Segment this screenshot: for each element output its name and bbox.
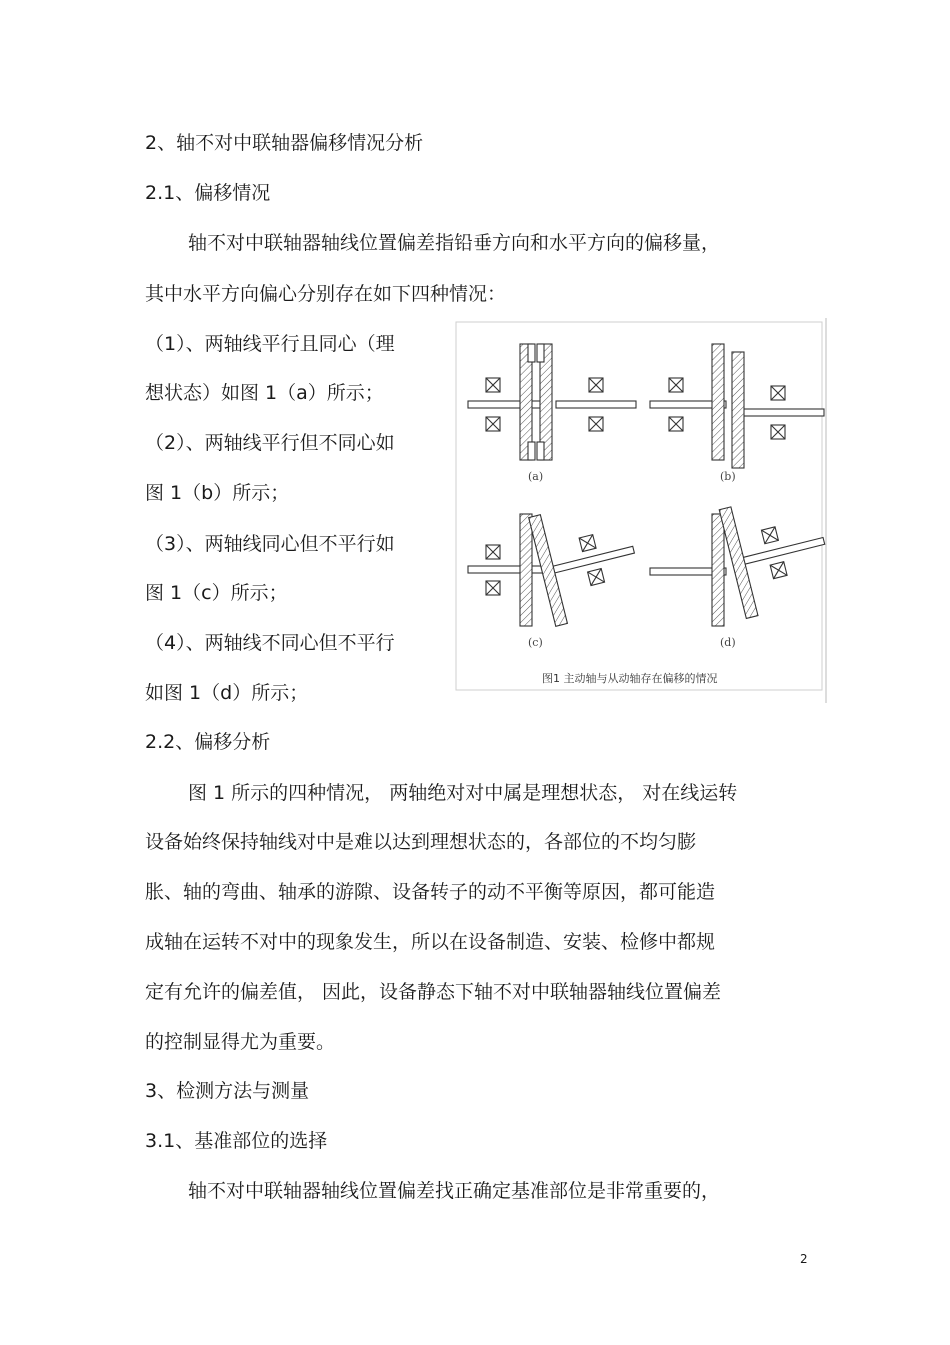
paragraph-line: 轴不对中联轴器轴线位置偏差找正确定基准部位是非常重要的， (188, 1180, 721, 1202)
paragraph-line: 轴不对中联轴器轴线位置偏差指铅垂方向和水平方向的偏移量， (188, 232, 721, 254)
paragraph-line: 图 1 所示的四种情况， 两轴绝对对中属是理想状态， 对在线运转 (188, 782, 738, 804)
label-a: (a) (528, 470, 544, 483)
paragraph-line: 定有允许的偏差值， 因此，设备静态下轴不对中联轴器轴线位置偏差 (145, 981, 722, 1003)
paragraph-line: 设备始终保持轴线对中是难以达到理想状态的，各部位的不均匀膨 (145, 831, 697, 853)
case-1-line: （1）、两轴线平行且同心（理 (145, 333, 395, 355)
paragraph-line: 胀、轴的弯曲、轴承的游隙、设备转子的动不平衡等原因，都可能造 (145, 881, 716, 903)
diagram-c (468, 495, 647, 626)
case-4-line: 如图 1（d）所示； (145, 682, 309, 704)
section-3-heading: 3、检测方法与测量 (145, 1080, 310, 1102)
case-1-line: 想状态）如图 1（a）所示； (145, 382, 384, 404)
figure-1-coupling-offsets (450, 318, 828, 703)
label-b: (b) (720, 470, 736, 483)
case-4-line: （4）、两轴线不同心但不平行 (145, 632, 395, 654)
diagram-d (650, 487, 828, 626)
case-3-line: 图 1（c）所示； (145, 582, 288, 604)
paragraph-line: 其中水平方向偏心分别存在如下四种情况： (145, 283, 507, 305)
label-d: (d) (720, 636, 736, 649)
case-2-line: （2）、两轴线平行但不同心如 (145, 432, 395, 454)
diagram-a (468, 344, 636, 460)
section-2-heading: 2、轴不对中联轴器偏移情况分析 (145, 132, 424, 154)
case-3-line: （3）、两轴线同心但不平行如 (145, 533, 395, 555)
figure-caption: 图1 主动轴与从动轴存在偏移的情况 (542, 672, 718, 685)
diagram-b (650, 344, 824, 468)
paragraph-line: 成轴在运转不对中的现象发生，所以在设备制造、安装、检修中都规 (145, 931, 716, 953)
section-3-1-heading: 3.1、基准部位的选择 (145, 1130, 328, 1152)
section-2-1-heading: 2.1、偏移情况 (145, 182, 271, 204)
paragraph-line: 的控制显得尤为重要。 (145, 1031, 336, 1053)
case-2-line: 图 1（b）所示； (145, 482, 290, 504)
section-2-2-heading: 2.2、偏移分析 (145, 731, 271, 753)
page-number: 2 (800, 1252, 808, 1266)
label-c: (c) (528, 636, 543, 649)
